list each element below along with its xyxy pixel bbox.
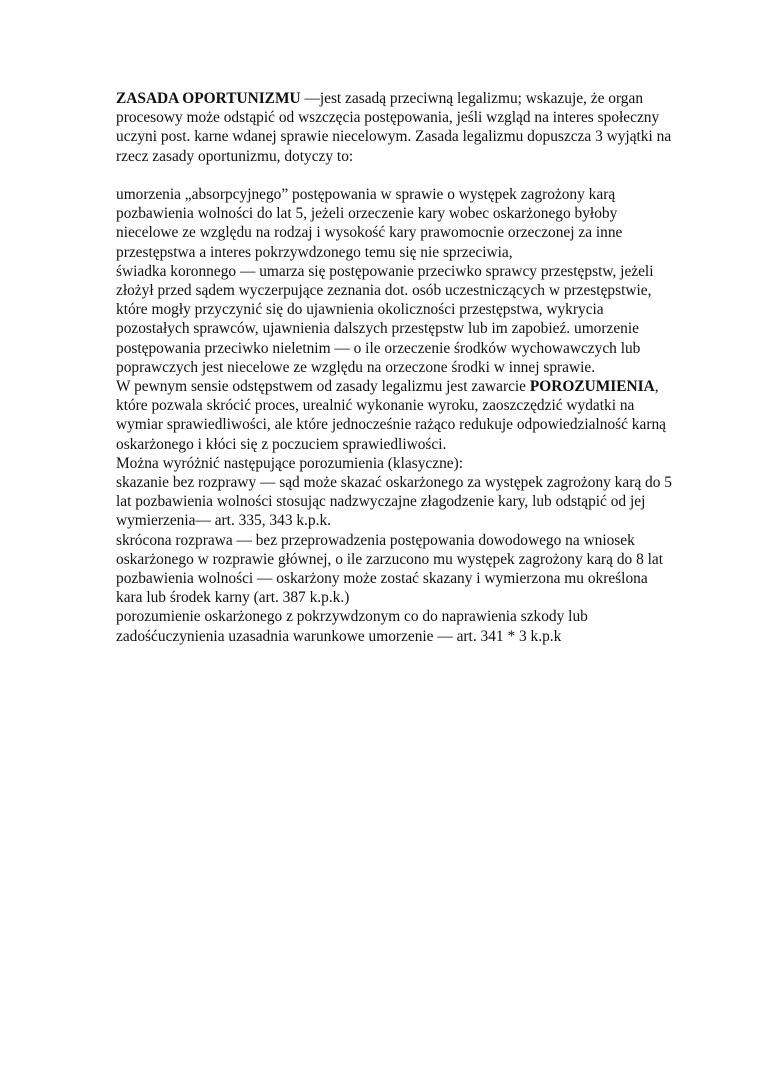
text-line: procesowy może odstąpić od wszczęcia postępowania, jeśli wzgląd na interes społeczny xyxy=(116,109,660,127)
text-line: lat pozbawienia wolności stosując nadzwyczajne złagodzenie kary, lub odstąpić od jej xyxy=(116,493,646,511)
text-line: wymiar sprawiedliwości, ale które jednocześnie rażąco redukuje odpowiedzialność karną xyxy=(116,416,666,434)
paragraph-definition xyxy=(116,89,676,166)
text-line: pozbawienia wolności do lat 5, jeżeli orzeczenie kary wobec oskarżonego byłoby xyxy=(116,205,618,223)
text-line: wymierzenia— art. 335, 343 k.p.k. xyxy=(116,512,331,530)
text-line: kara lub środek karny (art. 387 k.p.k.) xyxy=(116,589,350,607)
text-line: postępowania przeciwko nieletnim — o ile orzeczenie środków wychowawczych lub xyxy=(116,339,641,357)
text-line: niecelowe ze względu na rodzaj i wysokość kary prawomocnie orzeczonej za inne xyxy=(116,224,623,242)
text-line: które mogły przyczynić się do ujawnienia okoliczności przestępstwa, wykrycia xyxy=(116,301,604,319)
text-line: umorzenia „absorpcyjnego” postępowania w sprawie o występek zagrożony karą xyxy=(116,186,616,203)
text-line: pozostałych sprawców, ujawnienia dalszych przestępstw lub im zapobieź. umorzenie xyxy=(116,320,639,338)
text-line: Można wyróżnić następujące porozumienia (klasyczne): xyxy=(116,454,463,472)
text-line: pozbawienia wolności — oskarżony może zostać skazany i wymierzona mu określona xyxy=(116,570,648,588)
paragraph-exceptions xyxy=(116,185,676,646)
document-page xyxy=(116,89,676,646)
text-line: oskarżonego i kłóci się z poczuciem sprawiedliwości. xyxy=(116,435,447,453)
text-line: poprawczych jest niecelowe ze względu na orzeczone środki w innej sprawie. xyxy=(116,358,596,376)
text-line: zadośćuczynienia uzasadnia warunkowe umorzenie — art. 341 * 3 k.p.k xyxy=(116,627,562,645)
term-heading: ZASADA OPORTUNIZMU xyxy=(116,90,301,107)
text-line: oskarżonego w rozprawie głównej, o ile zarzucono mu występek zagrożony karą do 8 lat xyxy=(116,550,664,568)
text-line: W pewnym sensie odstępstwem od zasady legalizmu jest zawarcie POROZUMIENIA, xyxy=(116,378,659,396)
text-line: świadka koronnego — umarza się postępowanie przeciwko sprawcy przestępstw, jeżeli xyxy=(116,262,654,280)
text-line: porozumienie oskarżonego z pokrzywdzonym co do naprawienia szkody lub xyxy=(116,608,588,626)
text-line: uczyni post. karne wdanej sprawie niecelowym. Zasada legalizmu dopuszcza 3 wyjątki na xyxy=(116,128,672,146)
text-line: złożył przed sądem wyczerpujące zeznania dot. osób uczestniczących w przestępstwie, xyxy=(116,282,652,300)
text-line: skrócona rozprawa — bez przeprowadzenia postępowania dowodowego na wniosek xyxy=(116,531,635,549)
text-line: przestępstwa a interes pokrzywdzonego temu się nie sprzeciwia, xyxy=(116,243,513,261)
text-line: ZASADA OPORTUNIZMU —jest zasadą przeciwną legalizmu; wskazuje, że organ xyxy=(116,90,644,107)
text-line: które pozwala skrócić proces, urealnić wykonanie wyroku, zaoszczędzić wydatki na xyxy=(116,397,635,415)
text-line: skazanie bez rozprawy — sąd może skazać oskarżonego za występek zagrożony karą do 5 xyxy=(116,474,672,492)
paragraph-spacer xyxy=(116,166,676,185)
term-porozumienia: POROZUMIENIA xyxy=(529,378,655,396)
text-line: rzecz zasady oportunizmu, dotyczy to: xyxy=(116,147,354,165)
